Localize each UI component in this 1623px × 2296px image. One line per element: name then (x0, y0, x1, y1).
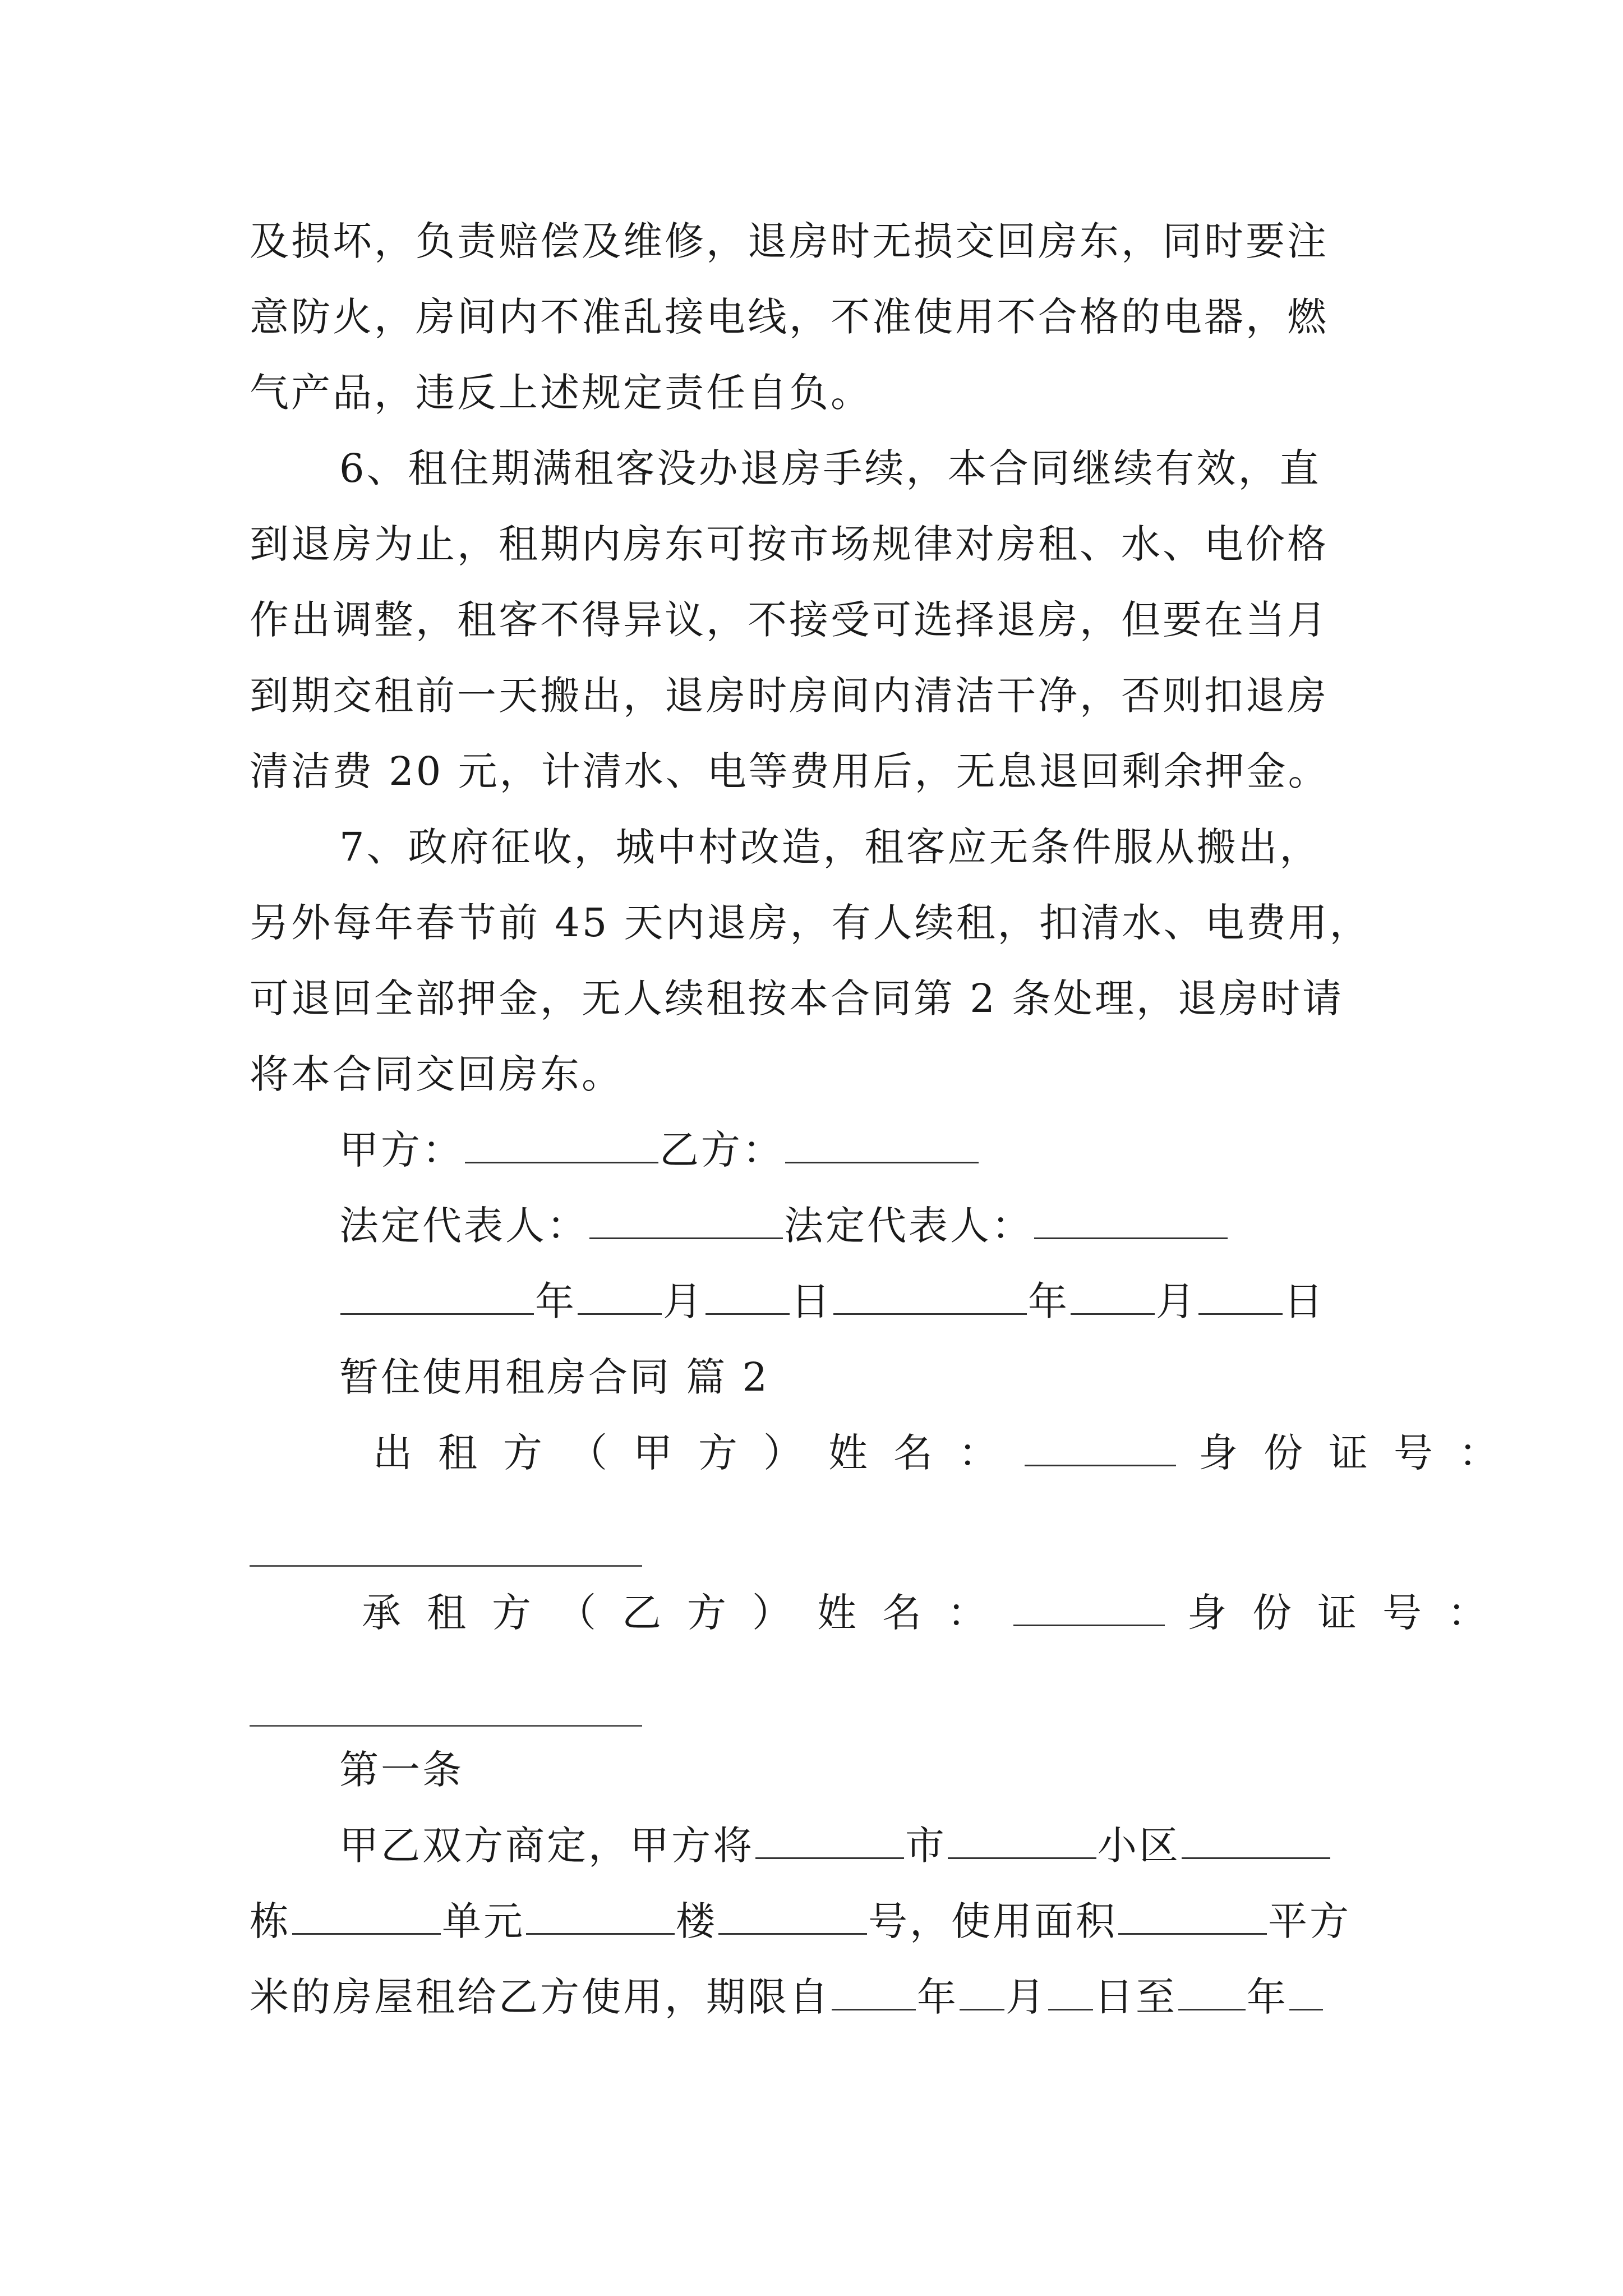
lessor-row (373, 1428, 1524, 1478)
lessee-id-blank (250, 1725, 642, 1727)
article-1-text-a: 甲乙双方商定，甲方将 (339, 1823, 754, 1869)
lessor-id-label: 身份证号： (1198, 1430, 1524, 1476)
clause-5-line-1: 及损坏，负责赔偿及维修，退房时无损交回房东，同时要注 (250, 218, 1329, 264)
clause-7-line-2: 另外每年春节前 45 天内退房，有人续租，扣清水、电费用， (250, 900, 1371, 946)
party-a-label: 甲方： (339, 1127, 464, 1173)
article-1-text-e: 单元 (442, 1898, 525, 1944)
city-blank (755, 1823, 904, 1859)
clause-5-line-3: 气产品，违反上述规定责任自负。 (250, 370, 872, 416)
end-month-blank (1289, 1974, 1323, 2010)
date-b-month-label: 月 (1156, 1278, 1197, 1324)
party-b-blank (785, 1127, 979, 1163)
date-b-day-label: 日 (1284, 1278, 1325, 1324)
signature-legal-rep-row (339, 1200, 1229, 1251)
start-year-blank (832, 1974, 916, 2010)
clause-6-line-1: 6、租住期满租客没办退房手续，本合同继续有效，直 (339, 445, 1321, 491)
lessee-id-label: 身份证号： (1187, 1590, 1513, 1636)
party-a-blank (465, 1127, 658, 1163)
legal-rep-a-label: 法定代表人： (339, 1203, 588, 1249)
date-a-day-label: 日 (791, 1278, 832, 1324)
district-blank (948, 1823, 1096, 1859)
article-1-text-b: 市 (905, 1823, 947, 1869)
clause-6-line-3: 作出调整，租客不得异议，不接受可选择退房，但要在当月 (250, 597, 1329, 643)
legal-rep-a-blank (589, 1203, 783, 1239)
lessee-label: 承租方（乙方）姓名： (362, 1590, 1012, 1636)
end-year-blank (1178, 1974, 1246, 2010)
lessor-label: 出租方（甲方）姓名： (373, 1430, 1023, 1476)
article-1-text-l: 日至 (1094, 1974, 1177, 2020)
article-1-text-c: 小区 (1098, 1823, 1181, 1869)
date-a-month-blank (578, 1278, 662, 1315)
community-blank (1182, 1823, 1330, 1859)
area-blank (1118, 1898, 1267, 1935)
article-1-line-2 (250, 1896, 1351, 1947)
section-2-title: 暂住使用租房合同 篇 2 (339, 1354, 770, 1400)
building-blank (292, 1898, 441, 1935)
date-a-day-blank (706, 1278, 790, 1315)
article-1-text-f: 楼 (676, 1898, 717, 1944)
start-month-blank (960, 1974, 1004, 2010)
signature-date-row (339, 1276, 1325, 1327)
clause-6-line-4: 到期交租前一天搬出，退房时房间内清洁干净，否则扣退房 (250, 673, 1329, 719)
article-1-text-m: 年 (1247, 1974, 1288, 2020)
article-1-line-1 (339, 1820, 1331, 1871)
date-a-year-label: 年 (535, 1278, 577, 1324)
article-1-text-g: 号，使用面积 (868, 1898, 1117, 1944)
unit-blank (526, 1898, 675, 1935)
article-1-text-k: 月 (1006, 1974, 1047, 2020)
date-b-year-label: 年 (1028, 1278, 1069, 1324)
clause-7-line-1: 7、政府征收，城中村改造，租客应无条件服从搬出， (339, 824, 1321, 870)
date-a-year-blank (340, 1278, 534, 1315)
article-1-text-i: 米的房屋租给乙方使用，期限自 (250, 1974, 831, 2020)
article-1-text-j: 年 (917, 1974, 958, 2020)
lessor-name-blank (1025, 1430, 1176, 1466)
lessee-name-blank (1013, 1590, 1165, 1626)
date-a-month-label: 月 (663, 1278, 704, 1324)
floor-blank (718, 1898, 867, 1935)
legal-rep-b-label: 法定代表人： (784, 1203, 1033, 1249)
signature-parties-row (339, 1125, 980, 1175)
lessor-id-blank (250, 1565, 642, 1567)
date-b-year-blank (833, 1278, 1027, 1315)
clause-6-line-5: 清洁费 20 元，计清水、电等费用后，无息退回剩余押金。 (250, 748, 1330, 794)
party-b-label: 乙方： (660, 1127, 784, 1173)
date-b-month-blank (1071, 1278, 1155, 1315)
legal-rep-b-blank (1034, 1203, 1228, 1239)
article-1-text-h: 平方 (1268, 1898, 1351, 1944)
article-1-title: 第一条 (339, 1747, 464, 1793)
start-day-blank (1048, 1974, 1093, 2010)
lessee-row (362, 1588, 1513, 1638)
article-1-line-3 (250, 1972, 1324, 2022)
article-1-text-d: 栋 (250, 1898, 291, 1944)
clause-5-line-2: 意防火，房间内不准乱接电线，不准使用不合格的电器，燃 (250, 294, 1329, 340)
clause-7-line-3: 可退回全部押金，无人续租按本合同第 2 条处理，退房时请 (250, 976, 1344, 1022)
clause-7-line-4: 将本合同交回房东。 (250, 1051, 623, 1097)
date-b-day-blank (1198, 1278, 1283, 1315)
clause-6-line-2: 到退房为止，租期内房东可按市场规律对房租、水、电价格 (250, 521, 1329, 567)
